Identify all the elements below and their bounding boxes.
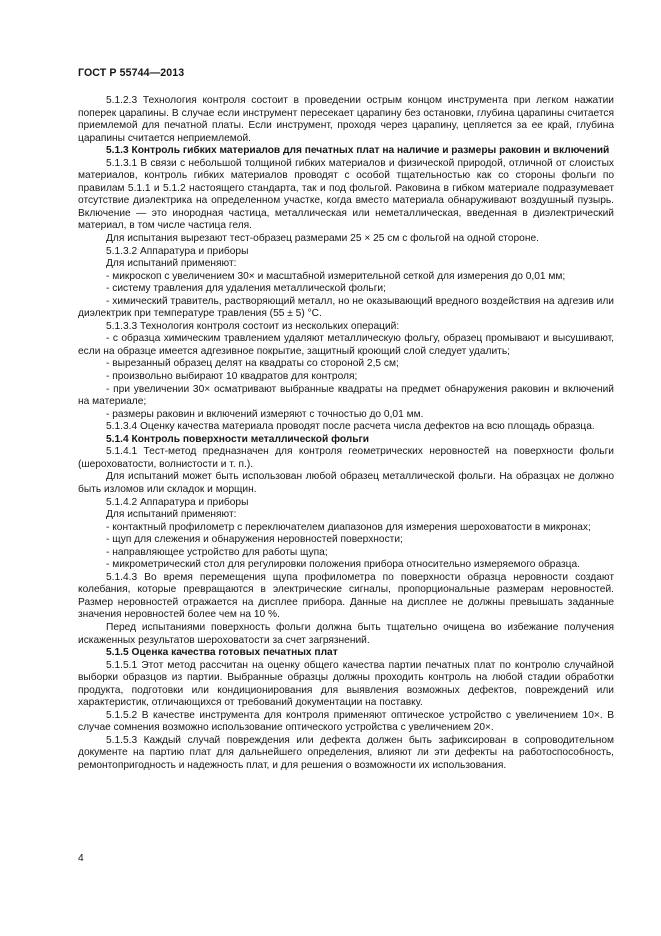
section-heading: 5.1.4 Контроль поверхности металлической фольги	[106, 433, 370, 445]
paragraph: - систему травления для удаления металлической фольги;	[106, 283, 386, 295]
paragraph: 5.1.2.3 Технология контроля состоит в проведении острым концом инструмента при легком нажатии поперек царапины. В случае если инструмент пересекает царапину без остановки, глубина царапины считается приемлемой для печатной платы. Если инструмент, проходя через царапину, цепляется за ее край, глубина царапины считается неприемлемой.	[78, 95, 614, 144]
document-body	[78, 95, 614, 773]
paragraph: - микрометрический стол для регулировки положения прибора относительно измеряемого образца.	[106, 559, 580, 571]
document-header: ГОСТ Р 55744—2013	[78, 67, 185, 79]
paragraph: 5.1.5.2 В качестве инструмента для контроля применяют оптическое устройство с увеличением 10×. В случае сомнения возможно использование оптического устройства с увеличением 20×.	[78, 709, 614, 734]
paragraph: 5.1.4.1 Тест-метод предназначен для контроля геометрических неровностей на поверхности фольги (шероховатости, волнистости и т. п.).	[78, 446, 614, 470]
section-heading: 5.1.5 Оценка качества готовых печатных плат	[106, 647, 338, 659]
paragraph: - химический травитель, растворяющий металл, но не оказывающий вредного воздействия на адгезив или диэлектрик при температуре травления (55 ± 5) °С.	[78, 295, 614, 320]
paragraph: - размеры раковин и включений измеряют с точностью до 0,01 мм.	[106, 408, 424, 420]
paragraph: - вырезанный образец делят на квадраты со стороной 2,5 см;	[106, 358, 399, 370]
paragraph: - контактный профилометр с переключателем диапазонов для измерения шероховатости в микронах;	[106, 521, 591, 533]
paragraph: Перед испытаниями поверхность фольги должна быть тщательно очищена во избежание получения искаженных результатов шероховатости за счет загрязнений.	[78, 621, 614, 646]
paragraph: 5.1.3.1 В связи с небольшой толщиной гибких материалов и физической природой, отличной от слоистых материалов, контроль гибких материалов проводят с особой тщательностью как со стороны фольги по правилам 5.1.1 и 5.1.2 настоящего стандарта, так и под фольгой. Раковина в гибком материале подразумевает отсутствие диэлектрика на определенном участке, когда вместо материала обнаруживают воздушный пузырь. Включение — это инородная частица, металлическая или неметаллическая, введенная в диэлектрический материал, в том числе частица геля.	[78, 157, 614, 232]
page-number: 4	[78, 853, 84, 864]
paragraph: - направляющее устройство для работы щупа;	[106, 546, 328, 558]
paragraph: - при увеличении 30× осматривают выбранные квадраты на предмет обнаружения раковин и включений на материале;	[78, 383, 614, 408]
paragraph: 5.1.5.3 Каждый случай повреждения или дефекта должен быть зафиксирован в сопроводительном документе на партию плат для дальнейшего определения, влияют ли эти дефекты на работоспособность, ремонтопригодность и надежность плат, и для решения о возможности их использования.	[78, 734, 614, 771]
paragraph: - микроскоп с увеличением 30× и масштабной измерительной сеткой для измерения до 0,01 мм;	[106, 270, 566, 282]
paragraph: Для испытаний может быть использован любой образец металлической фольги. На образцах не должно быть изломов или складок и морщин.	[78, 471, 614, 495]
paragraph: - щуп для слежения и обнаружения неровностей поверхности;	[106, 534, 403, 546]
paragraph: - произвольно выбирают 10 квадратов для контроля;	[106, 371, 358, 383]
paragraph: 5.1.4.2 Аппаратура и приборы	[106, 496, 249, 508]
paragraph: 5.1.3.2 Аппаратура и приборы	[106, 245, 249, 257]
paragraph: 5.1.4.3 Во время перемещения щупа профилометра по поверхности образца неровности создают колебания, которые превращаются в электрические сигналы, пропорциональные размерам неровностей. Размер неровностей отражается на дисплее прибора. Данные на дисплее не должны превышать заданные значения неровностей более чем на 10 %.	[78, 571, 614, 621]
paragraph: Для испытания вырезают тест-образец размерами 25 × 25 см с фольгой на одной стороне.	[106, 233, 539, 245]
paragraph: 5.1.3.4 Оценку качества материала проводят после расчета числа дефектов на всю площадь образца.	[106, 421, 595, 433]
paragraph: 5.1.5.1 Этот метод рассчитан на оценку общего качества партии печатных плат по контролю случайной выборки образцов из партии. Выбранные образцы должны проходить контроль на любой стадии обработки продукта, подготовки или кондиционирования для выявления возможных дефектов, повреждений или характеристик, отличающихся от требований документации на поставку.	[78, 659, 614, 709]
paragraph: 5.1.3.3 Технология контроля состоит из нескольких операций:	[106, 320, 400, 332]
paragraph: Для испытаний применяют:	[106, 258, 237, 270]
paragraph: Для испытаний применяют:	[106, 509, 237, 521]
section-heading: 5.1.3 Контроль гибких материалов для печатных плат на наличие и размеры раковин и включений	[106, 145, 610, 157]
paragraph: - с образца химическим травлением удаляют металлическую фольгу, образец промывают и высушивают, если на образце имеется адгезивное покрытие, защитный кроющий слой следует удалить;	[78, 333, 614, 357]
